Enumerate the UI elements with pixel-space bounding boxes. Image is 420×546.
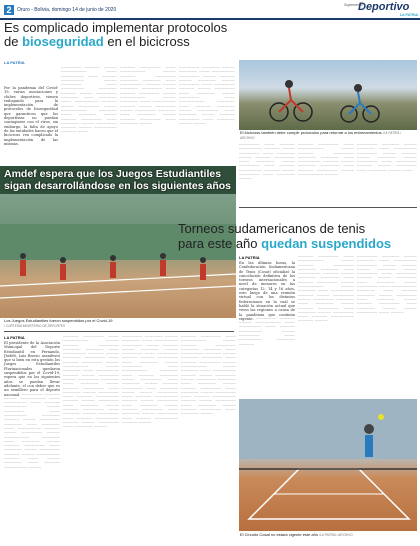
article3-source: LA PATRIA (239, 255, 260, 260)
article1-title-highlight: bioseguridad (22, 34, 104, 49)
article1-title-pre: de (4, 34, 19, 49)
article1-lead: Por la pandemia del Covid-19, varias asociaciones y clubes deportivos, vienen trabajando para la implementación de protocolos de bioseguridad que garanticen que los deportistas no puedan contagiarse con el virus, sin embargo, la falta de apoyo de las entidades hacen que el bicicross vea complicado la implementación de las mismas. (4, 86, 58, 146)
article2-title-line2: sigan desarrollándose en los siguientes años (4, 180, 231, 192)
tennis-court-image (239, 399, 417, 531)
article2-photo (0, 194, 236, 318)
article3-photo (239, 399, 417, 531)
bicycle-riders-image (239, 60, 417, 130)
article1-source: LA PATRIA (4, 60, 25, 65)
article2-column-2: ────── ──────── ──── ────────── ───── ────── ──────── ─────── ─────── ──── ───────── ────── ───── ─────── ──────── ──── ────── ──────── ───── ────────── ───── ─────── ──── ───────── ────── ───── ──────── ───── ──────── ─────── ──── ─────── ───── ────── ──────── ──── ─────── ───── ──────── ──── ────── ───────── ────── ───── ──────── ──── ─────── ───── ────── ──────── ──── ─────── ───── ──────── ──── ────── ───────── ────── ───── ──────── ──── ─────── ───── (63, 335, 119, 430)
article2-column-3: ──────── ─────── ───── ─────── ──── ───────── ──────── ───── ────── ───── ─────── ───── ──────── ──── ──────── ────── ───── ──────── ──── ─────── ───── ──────── ──── ────────── ─────── ──── ────── ─────── ───── ──────── ──── ─────── ───── ────── ──────── ──── ─────── ───── ───── ──────── ──── ────── ───────── ────── ───── ──────── ──── ─────── ───── ────── ──────── ──── ─────── ───── ──────── ──── ────── ───────── ────── ───── (122, 335, 178, 425)
article3-title-highlight: quedan suspendidos (261, 236, 392, 251)
page-number-box: 2 (4, 5, 14, 15)
article2-column-4: ────── ──────── ──── ────────── ───── ────── ──────── ─────── ─────── ──── ───────── ────── ───── ─────── ──────── ──── ────── ──────── ───── ────────── ───── ─────── ──── ───────── ────── ───── ──────── ───── ──────── ─────── ──── ─────── ───── ────── ──────── ──── ─────── ───── ──────── ──── ────── ───────── ────── ───── ──────── ──── ─────── ───── ────── ──────── ──── ─────── ───── (181, 335, 236, 417)
article1-title-post: en el bicicross (107, 34, 190, 49)
article1-photo (239, 60, 417, 130)
article3-photo-caption: El Circuito Cosat no estará vigente este año /LA PATRIA / ARCHIVO (240, 532, 353, 537)
article1-photo-caption: El bicicross también debe cumplir protocolos para retornar a los entrenamientos /LA PATRIA / ARCHIVO (240, 130, 401, 140)
supplement-logo (344, 2, 418, 18)
article1-column-7: ──────── ─────── ───── ─────── ──── ───────── ──────── ───── ────── ───── ─────── ───── ──────── ──── ──────── ────── ───── ──────── ──── ─────── ───── ──── (357, 143, 417, 173)
article2-title-line1: Amdef espera que los Juegos Estudiantiles (4, 168, 222, 180)
article1-column-5: ──────── ──── ────── ───────── ────── ───── ──────── ──── ─────── ───── ────── ──────── ──── ─────── ───── ──────── ──── ────── ───────── ────── ───── ──────── ──── ─────── ───── (239, 143, 295, 182)
supplement-prefix: Suplemento (344, 3, 363, 7)
article1-column-4: ──────── ─────── ───── ─────── ──── ───────── ──────── ───── ────── ───── ─────── ───── ──────── ──── ──────── ────── ───── ──────── ──── ─────── ───── ──────── ──── ────────── ─────── ──── ────── ─────── ───── ──────── ──── ─────── ───── ────── ──────── ──── ─────── ───── ───── (179, 66, 235, 126)
article1-column-3: ────── ──────── ──── ────────── ───── ────── ──────── ─────── ─────── ──── ───────── ────── ───── ─────── ──────── ──── ────── ──────── ───── ────────── ───── ─────── ──── ───────── ────── ───── ──────── ───── ──────── ─────── ──── ─────── ───── ────── ──────── ──── ─────── ───── (120, 66, 176, 126)
article1-column-2: ──────── ────── ───── ────────── ──── ───────── ──── ────── ───────── ───── ──────── ──── ───────── ─────── ────── ───── ──────── ─────── ──── ─────── ──── ───────── ────── ───── ──────── ───── ────────── ─────── ──── ─────── ───── ────── ──────── ──── ─────── ───── ──────── ────── ───── ───────── ────── ──── (61, 66, 117, 135)
article3-title (178, 221, 418, 251)
article1-title-line1: Es complicado implementar protocolos (4, 20, 228, 35)
article3-column-2: ────── ──────── ──── ────────── ───── ────── ──────── ─────── ─────── ──── ───────── ────── ───── ─────── ──────── ──── ────── ──────── ───── ────────── ───── ─────── ──── ───────── ────── ───── ──────── ───── ──────── ─────── ──── ─────── ───── ────── ──────── ──── ─────── ───── ──────── ──── ────── ───────── ────── ───── (298, 255, 354, 324)
article3-top-rule (239, 207, 417, 208)
newspaper-name: LA PATRIA (399, 13, 418, 17)
article2-title (4, 168, 234, 192)
article3-lead: En las últimas horas, la Confederación Sudamericana de Tenis (Cosat) oficializó la cancelación definitiva de los torneos internacionales a nivel de menores en las categorías 12, 14 y 16 años, esto luego de una reunión virtual con los distintos federaciones en la cual se habló la situación actual que viven las regiones a causa de la pandemia que continúa vigente. ──────── ────── ───── ────────── ──── ───────── ──── ────── ───────── ───── ──────── ──── ───────── ─────── ────── (239, 261, 295, 347)
article2-rule (4, 331, 234, 332)
supplement-name: Deportivo (358, 1, 410, 13)
article2-source: LA PATRIA (4, 335, 25, 340)
article1-column-6: ────── ──────── ──── ────────── ───── ────── ──────── ─────── ─────── ──── ───────── ────── ───── ─────── ──────── ──── ────── ──────── ───── ────────── ───── (298, 143, 354, 178)
article2-title-banner (0, 166, 236, 194)
article3-title-line1: Torneos sudamericanos de tenis (178, 221, 366, 236)
dateline: Oruro - Bolivia, domingo 14 de junio de 2020 (17, 7, 117, 13)
article3-column-3: ──────── ─────── ───── ─────── ──── ───────── ──────── ───── ────── ───── ─────── ───── ──────── ──── ──────── ────── ───── ──────── ──── ─────── ───── ──────── ──── ────────── ─────── ──── ────── ─────── ───── ──────── ──── ─────── ───── ────── ──────── ──── ─────── ───── ───── ──────── ──── ───── (357, 255, 417, 315)
students-field-image (0, 194, 236, 318)
article3-title-pre: para este año (178, 236, 258, 251)
article2-photo-caption: Los Juegos Estudiantiles fueron suspendidos por el Covid-19 / CORTESÍA MINISTERIO DE DEPORTES (4, 318, 113, 328)
article2-lead: El presidente de la Asociación Municipal del Deporte Estudiantil en Fernando, Jhefelt, Luis Rivero, manifestó que si bien en esta gestión los Juegos Estudiantiles Plurinacionales quedaron suspendidos por el Covid-19, espera que en los siguientes años se puedan llevar adelante, el con deber que es un semillero para el deporte nacional. ──────── ────── ───── ────────── ──── ───────── ──── ────── ───────── ───── ──────── ──── ───────── ─────── ────── ───── ──────── ─────── ──── ─────── ──── ───────── ────── ───── ──────── ───── ────────── ─────── ──── ─────── ───── ────── ──────── ──── ─────── ───── ──────── ────── ───── ───────── ────── ──── ───── ─────── ──── ────── ───────── ───── (4, 341, 60, 470)
article1-title (4, 21, 304, 49)
